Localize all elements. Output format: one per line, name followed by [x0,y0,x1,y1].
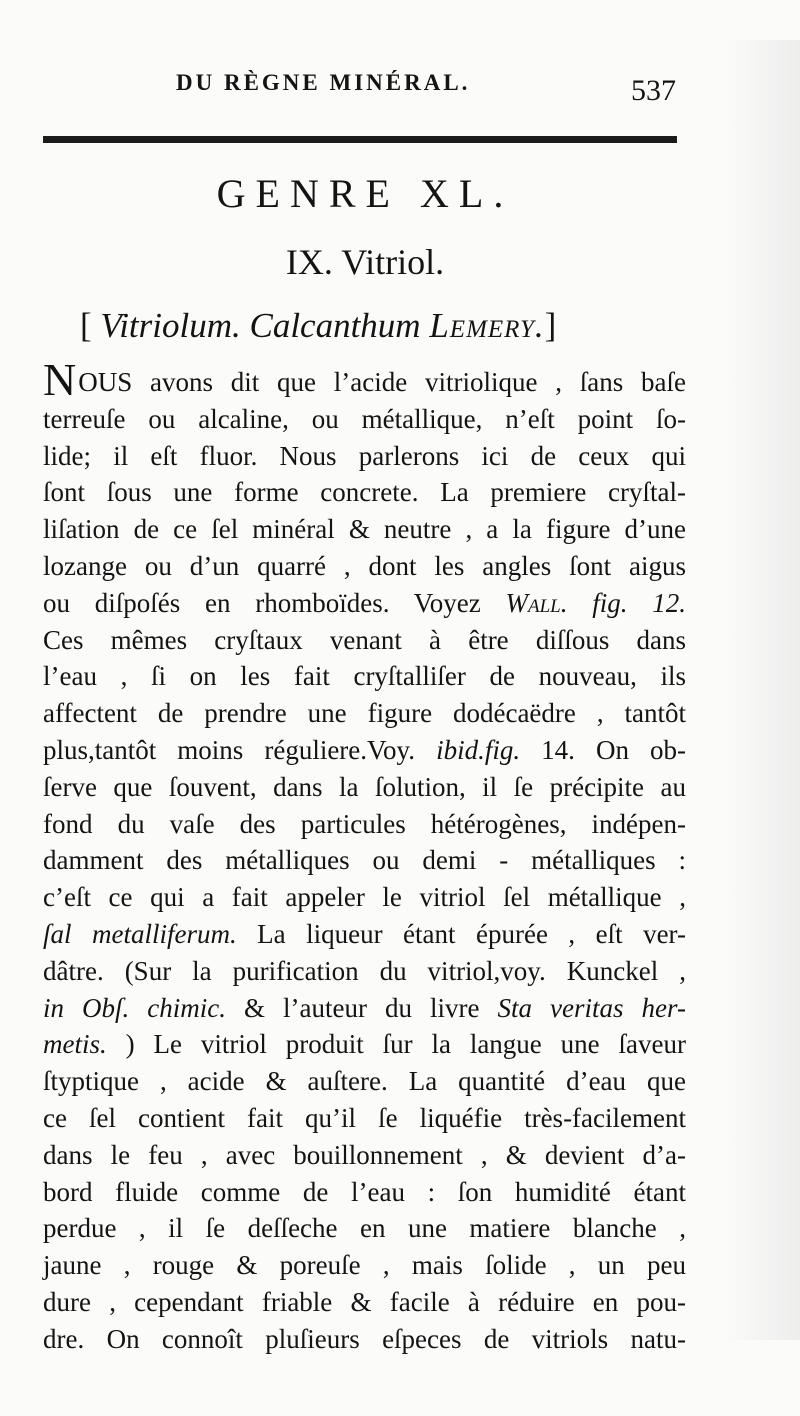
text-line: dure , cependant friable & facile à réduire en pou- [43,1286,686,1317]
text-line: ce ſel contient fait qu’il ſe liquéfie très-facilement [43,1102,686,1133]
genre-heading: GENRE XL. [216,171,514,216]
text-line: terreuſe ou alcaline, ou métallique, n’eſt point ſo- [43,403,686,434]
drop-cap: N [43,354,77,405]
header-rule [43,136,677,143]
text-line: plus,tantôt moins réguliere.Voy. ibid.fig. 14. On ob- [43,734,686,765]
text-line: ſerve que ſouvent, dans la ſolution, il ſe précipite au [43,771,686,802]
text-line: in Obſ. chimic. & l’auteur du livre Sta veritas her- [43,992,686,1023]
page-number: 537 [631,74,676,107]
text-line: lide; il eſt fluor. Nous parlerons ici de ceux qui [43,440,686,471]
text-line: liſation de ce ſel minéral & neutre , a la figure d’une [43,514,686,545]
body-paragraph [43,354,687,1358]
text-line: metis. ) Le vitriol produit ſur la langue une ſaveur [43,1029,686,1060]
text-line: dre. On connoît pluſieurs eſpeces de vitriols natu- [43,1323,686,1354]
bracket-close: ] [544,306,557,345]
text-line: dâtre. (Sur la purification du vitriol,voy. Kunckel , [43,955,686,986]
text-line: ſal metalliferum. La liqueur étant épurée , eſt ver- [43,918,686,949]
text-line: ſont ſous une forme concrete. La premiere cryſtal- [43,477,686,508]
bracket-open: [ [80,306,101,345]
text-line: perdue , il ſe deſſeche en une matiere blanche , [43,1213,686,1244]
running-title: DU RÈGNE MINÉRAL. [176,70,471,95]
text-line: affectent de prendre une figure dodécaëdre , tantôt [43,698,686,729]
author-reference: Wall. [505,587,568,618]
latin-name: Vitriolum. Calcanthum [100,306,430,345]
author-name: Lemery. [429,306,545,345]
text-line: l’eau , ſi on les fait cryſtalliſer de nouveau, ils [43,661,686,692]
text-line: ſtyptique , acide & auſtere. La quantité d’eau que [43,1066,686,1097]
text-line: jaune , rouge & poreuſe , mais ſolide , un peu [43,1250,686,1281]
text-line: bord fluide comme de l’eau : ſon humidité étant [43,1176,686,1207]
text-line: fond du vaſe des particules hétérogènes, indépen- [43,808,686,839]
text-line: NOUS avons dit que l’acide vitriolique , ſans baſe [43,354,686,405]
text-line: c’eſt ce qui a fait appeler le vitriol ſel métallique , [43,882,686,913]
text-line: lozange ou d’un quarré , dont les angles ſont aigus [43,550,686,581]
text-line: ou diſpoſés en rhomboïdes. Voyez Wall. fig. 12. [43,587,687,618]
text-line: Ces mêmes cryſtaux venant à être diſſous dans [43,624,686,655]
latin-synonym [80,306,556,346]
text-line: dans le feu , avec bouillonnement , & devient d’a- [43,1139,686,1170]
text-line: damment des métalliques ou demi - métalliques : [43,845,686,876]
section-title: IX. Vitriol. [285,242,445,282]
page-edge-shadow [725,40,800,1340]
